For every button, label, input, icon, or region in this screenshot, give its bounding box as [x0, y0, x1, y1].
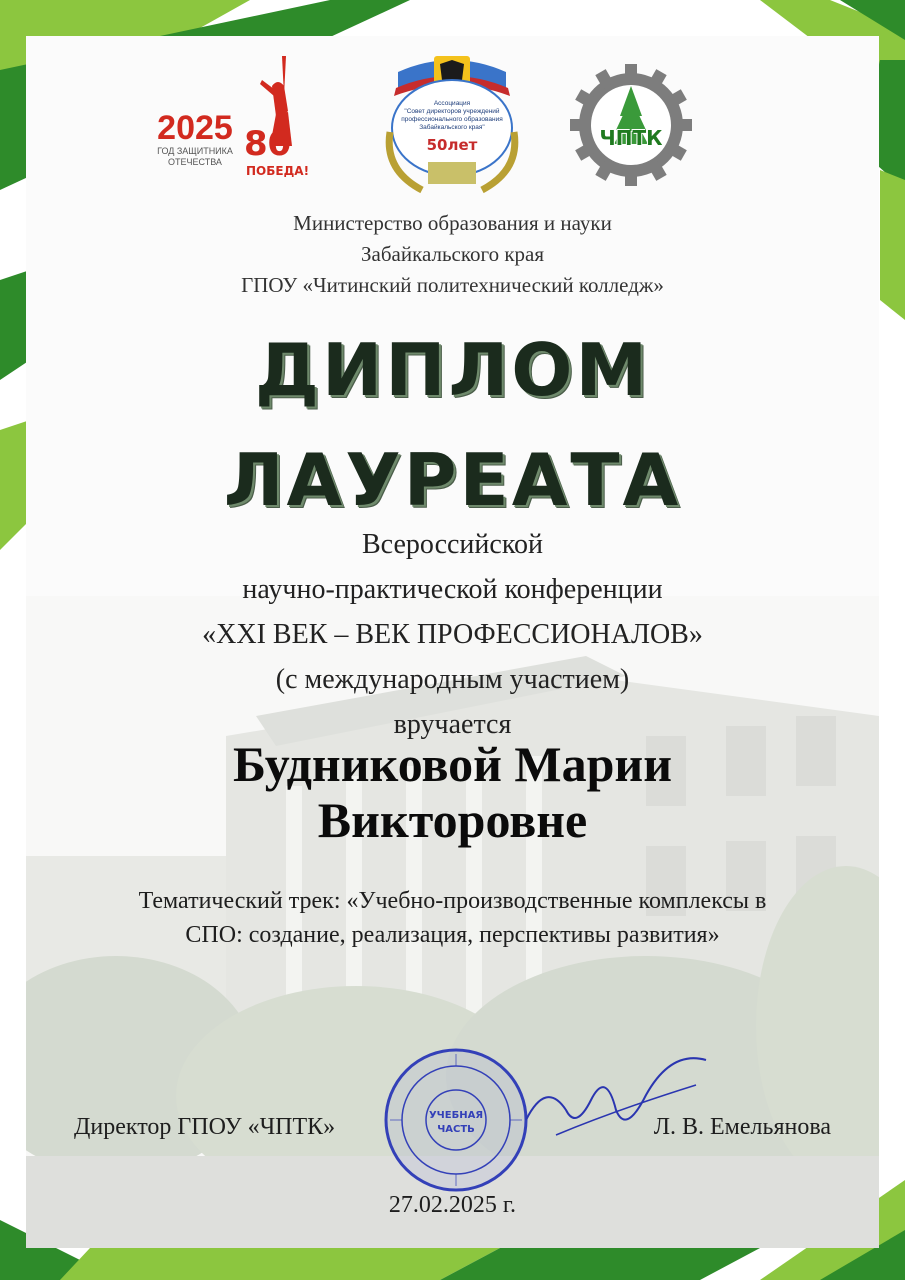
signatory-role: Директор ГПОУ «ЧПТК»	[74, 1114, 336, 1140]
issuer-line3: ГПОУ «Читинский политехнический колледж»	[241, 273, 664, 297]
conference-line5: вручается	[393, 709, 512, 740]
gear-icon	[570, 64, 692, 186]
conference-line2: научно-практической конференции	[242, 574, 663, 605]
issuer-line2: Забайкальского края	[360, 242, 544, 266]
association-50-years-logo	[378, 52, 526, 200]
track-line2: СПО: создание, реализация, перспективы развития»	[185, 922, 720, 948]
association-line4: Забайкальского края"	[419, 124, 485, 131]
conference-line4: (с международным участием)	[275, 664, 630, 695]
conference-block	[26, 522, 879, 747]
issue-date: 27.02.2025 г.	[388, 1192, 517, 1218]
victory-number: 80	[244, 124, 292, 164]
association-line3: профессионального образования	[401, 116, 503, 123]
stamp-center-line1: УЧЕБНАЯ	[428, 1110, 484, 1121]
issuer-line1: Министерство образования и науки	[293, 211, 612, 235]
association-years: 50лет	[426, 136, 478, 154]
year-caption-line1: ГОД ЗАЩИТНИКА	[157, 146, 233, 156]
year-caption-line2: ОТЕЧЕСТВА	[168, 157, 222, 167]
laureate-title: ЛАУРЕАТА	[223, 438, 682, 522]
year-number: 2025	[157, 109, 233, 147]
certificate-card	[26, 36, 879, 1248]
conference-line1: Всероссийской	[362, 529, 543, 560]
diploma-title: ДИПЛОМ	[254, 328, 651, 412]
year-of-defender-logo	[154, 110, 236, 182]
association-text	[396, 100, 508, 132]
victory-80-logo	[242, 56, 314, 186]
awardee-line2: Викторовне	[317, 792, 588, 848]
association-line1: Ассоциация	[433, 100, 471, 107]
thematic-track	[56, 884, 849, 952]
track-line1: Тематический трек: «Учебно-производственные комплексы в	[138, 888, 767, 914]
college-chptk-logo	[570, 64, 692, 186]
association-line2: "Совет директоров учреждений	[404, 108, 500, 115]
college-abbr: ЧПТК	[599, 126, 663, 150]
header-logos	[26, 48, 879, 198]
signatory-name: Л. В. Емельянова	[653, 1114, 831, 1140]
issuer-block	[26, 208, 879, 301]
awardee-line1: Будниковой Марии	[232, 736, 673, 792]
stamp-center-line2: ЧАСТЬ	[437, 1124, 475, 1135]
conference-line3: «XXI ВЕК – ВЕК ПРОФЕССИОНАЛОВ»	[202, 619, 703, 650]
awardee-name	[26, 736, 879, 848]
victory-word: ПОБЕДА!	[246, 164, 310, 178]
